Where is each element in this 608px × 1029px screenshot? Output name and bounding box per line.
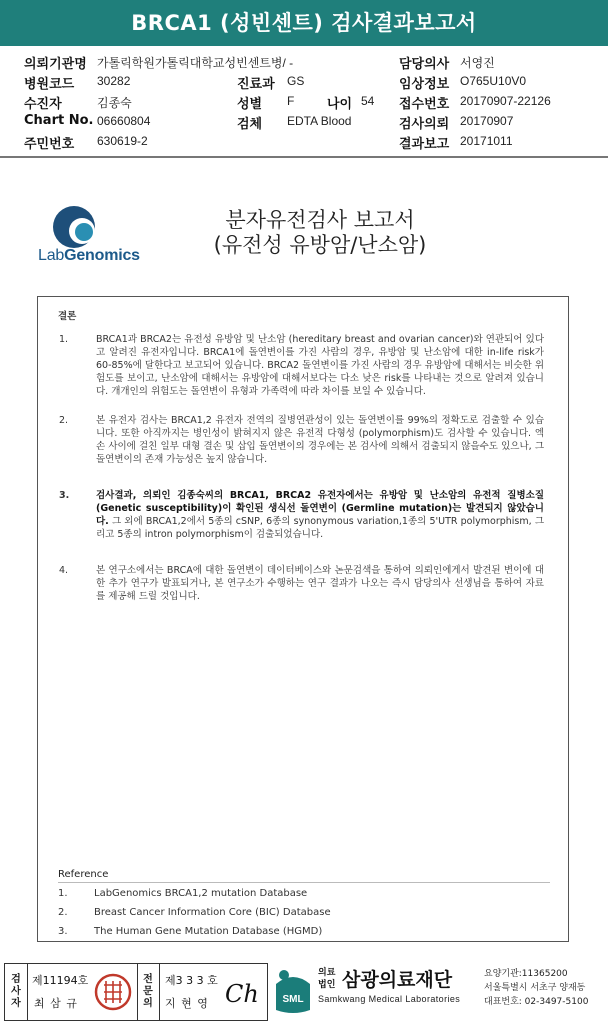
pathologist-license: 제3 3 3 호 bbox=[165, 974, 218, 987]
pathologist-signature: Ch bbox=[225, 980, 259, 1008]
hospital-code-label: 병원코드 bbox=[24, 77, 75, 92]
request-date-label: 검사의뢰 bbox=[399, 117, 450, 132]
doctor-label: 담당의사 bbox=[399, 57, 450, 72]
hospital-code-value: 30282 bbox=[97, 74, 131, 88]
reference-number: 3. bbox=[58, 926, 68, 937]
org-address: 서울특별시 서초구 양재동 bbox=[484, 983, 586, 993]
department-value: GS bbox=[287, 74, 305, 88]
signature-box bbox=[4, 963, 268, 1021]
org-type-label: 의료법인 bbox=[318, 968, 336, 990]
org-name: 삼광의료재단 bbox=[342, 969, 453, 991]
requesting-org-label: 의뢰기관명 bbox=[24, 57, 87, 72]
reference-text: LabGenomics BRCA1,2 mutation Database bbox=[94, 888, 308, 899]
tester-label: 검사자 bbox=[11, 974, 21, 1009]
tester-name: 최 삼 규 bbox=[34, 997, 78, 1010]
divider bbox=[137, 964, 138, 1020]
item-text: 본 유전자 검사는 BRCA1,2 유전자 전역의 질병연관성이 있는 돌연변이를 99%의 정확도로 검출할 수 있습니다. 또한 아직까지는 병인성이 밝혀지지 않은 유전적 다형성 (polymorphism)도 검사할 수 있습니다. 엑손 사이에 걸친 일부 대형 결손 및 삽입 돌연변이의 경우에는 본 검사에 의해서 검출되지 않을수도 있으나, 그 돌연변이의 존재 가능성은 높지 않습니다. bbox=[96, 415, 544, 465]
labgenomics-logo-text bbox=[38, 247, 140, 265]
document-title-line2: (유전성 유방암/난소암) bbox=[213, 233, 427, 257]
chart-number-value: 06660804 bbox=[97, 114, 151, 128]
chart-number-label: Chart No. bbox=[24, 113, 94, 128]
request-date-value: 20170907 bbox=[460, 114, 514, 128]
report-title: BRCA1 (성빈센트) 검사결과보고서 bbox=[131, 11, 477, 35]
reference-divider bbox=[58, 882, 550, 883]
reference-number: 2. bbox=[58, 907, 68, 918]
item-number: 3. bbox=[59, 490, 70, 501]
doctor-value: 서영진 bbox=[460, 56, 495, 70]
requesting-org-value: 가톨릭학원가톨릭대학교성빈센트병/ - bbox=[97, 56, 294, 70]
document-title bbox=[200, 208, 440, 258]
conclusion-heading: 결론 bbox=[58, 311, 77, 322]
item-plain-text: 그 외에 BRCA1,2에서 5종의 cSNP, 6종의 synonymous variation,1종의 5'UTR polymorphism, 그리고 5종의 intron polymorphism이 검출되었습니다. bbox=[96, 516, 544, 540]
org-phone: 대표번호: 02-3497-5100 bbox=[484, 997, 589, 1007]
item-text: BRCA1과 BRCA2는 유전성 유방암 및 난소암 (hereditary breast and ovarian cancer)와 연관되어 있다고 알려진 유전자입니다. BRCA1에 돌연변이를 가진 사람의 경우, 유방암 및 난소암에 대한 in-life risk가 60-85%에 달한다고 보고되어 있습니다. BRCA2 돌연변이를 가진 사람의 경우 유방암에 대해서는 비슷한 위험도를 보이고, 난소암에 대해서는 유방암에 대해서보다는 다소 낮은 risk를 나타내는 것으로 알려져 있습니다. 개개인의 위험도는 돌연변이 유형과 가족력에 따라 차이를 보일 수 있습니다. bbox=[96, 334, 544, 397]
item-number: 2. bbox=[59, 415, 69, 426]
report-content-box bbox=[37, 296, 569, 942]
report-date-value: 20171011 bbox=[460, 134, 513, 148]
age-value: 54 bbox=[361, 94, 375, 108]
department-label: 진료과 bbox=[237, 77, 275, 92]
specimen-label: 검체 bbox=[237, 117, 263, 132]
age-label: 나이 bbox=[327, 97, 353, 112]
sex-value: F bbox=[287, 94, 295, 108]
item-text: 본 연구소에서는 BRCA에 대한 돌연변이 데이터베이스와 논문검색을 통하여 의뢰인에게서 발견된 변이에 대한 추가 연구가 발표되거나, 본 연구소가 수행하는 연구 결과가 나오는 즉시 담당의사 선생님을 통하여 자료를 제공해 드릴 것입니다. bbox=[96, 565, 544, 602]
resident-number-value: 630619-2 bbox=[97, 134, 148, 148]
pathologist-name: 지 현 영 bbox=[165, 997, 209, 1010]
receipt-number-label: 접수번호 bbox=[399, 97, 450, 112]
item-number: 1. bbox=[59, 334, 69, 345]
reference-text: Breast Cancer Information Core (BIC) Database bbox=[94, 907, 331, 918]
divider bbox=[159, 964, 160, 1020]
reference-heading: Reference bbox=[58, 869, 109, 880]
org-code: 요양기관:11365200 bbox=[484, 969, 568, 979]
specimen-value: EDTA Blood bbox=[287, 114, 352, 128]
tester-seal-icon bbox=[93, 972, 133, 1012]
sml-logo-text: SML bbox=[282, 994, 304, 1005]
item-number: 4. bbox=[59, 565, 69, 576]
footer bbox=[0, 963, 608, 1023]
clinical-info-label: 임상정보 bbox=[399, 77, 450, 92]
patient-info bbox=[0, 49, 608, 153]
recipient-value: 김종숙 bbox=[97, 96, 132, 110]
sex-label: 성별 bbox=[237, 97, 263, 112]
info-divider bbox=[0, 156, 608, 158]
logo-text-genomics: Genomics bbox=[64, 247, 140, 264]
pathologist-label: 전문의 bbox=[143, 974, 153, 1009]
recipient-label: 수진자 bbox=[24, 97, 62, 112]
item-bold-text: 검사결과, 의뢰인 김종숙씨의 BRCA1, BRCA2 유전자에서는 유방암 및 난소암의 유전적 질병소질 (Genetic susceptibility)이 확인된 생식선 돌연변이 (Germline mutation)는 발견되지 않았습니다. bbox=[96, 490, 544, 527]
document-title-line1: 분자유전검사 보고서 bbox=[225, 208, 415, 232]
org-english-name: Samkwang Medical Laboratories bbox=[318, 994, 461, 1004]
sml-logo-icon bbox=[272, 966, 314, 1016]
report-title-bar bbox=[0, 0, 608, 46]
clinical-info-value: O765U10V0 bbox=[460, 74, 527, 88]
report-date-label: 결과보고 bbox=[399, 137, 450, 152]
org-contact-info bbox=[484, 967, 588, 1009]
tester-license: 제11194호 bbox=[32, 974, 89, 987]
logo-text-lab: Lab bbox=[38, 247, 65, 264]
resident-number-label: 주민번호 bbox=[24, 137, 75, 152]
divider bbox=[27, 964, 28, 1020]
item-text bbox=[96, 489, 544, 541]
reference-text: The Human Gene Mutation Database (HGMD) bbox=[94, 926, 323, 937]
receipt-number-value: 20170907-22126 bbox=[460, 94, 551, 108]
reference-number: 1. bbox=[58, 888, 68, 899]
